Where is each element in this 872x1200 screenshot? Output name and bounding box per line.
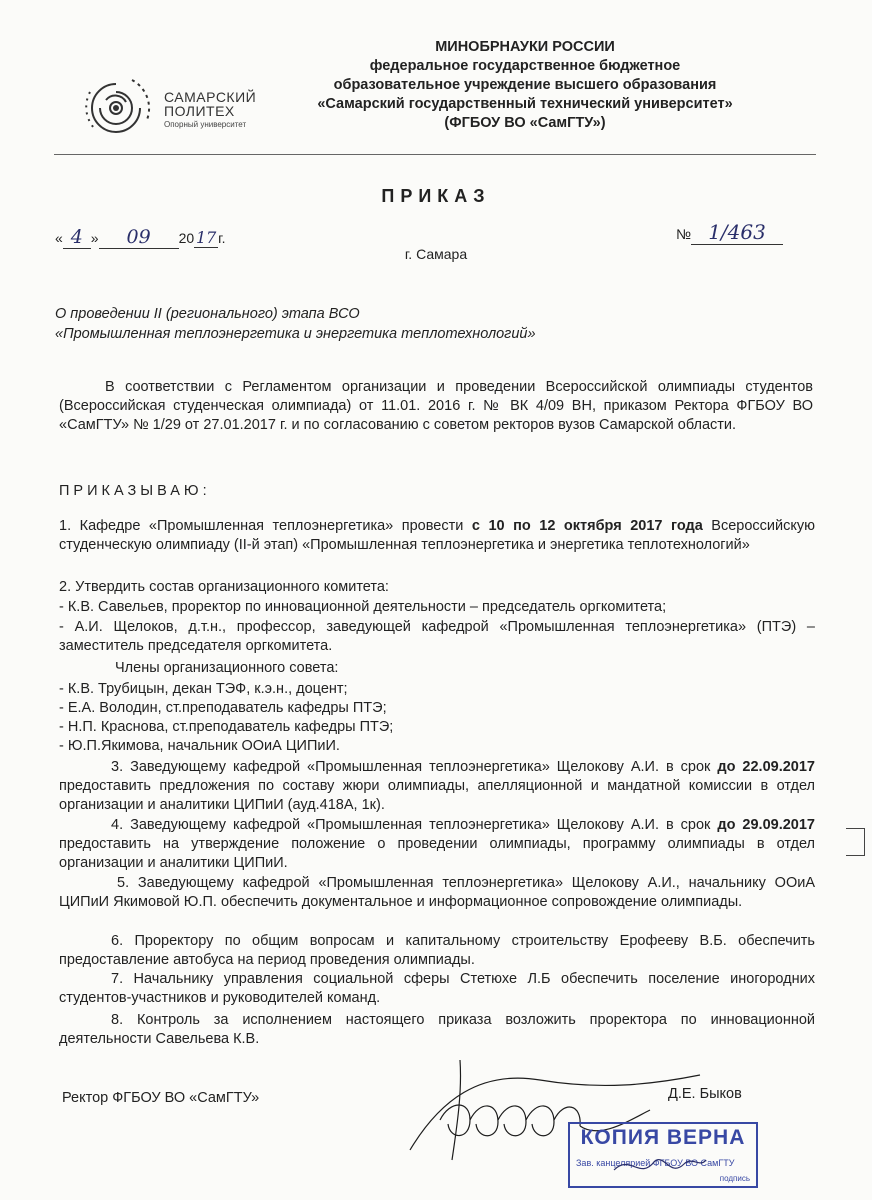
university-name: «Самарский государственный технический университет» [317,96,733,112]
date-quote-open: « [55,230,63,246]
stamp-signature-label: подпись [719,1174,750,1183]
date-year-mark: г. [218,230,226,246]
item-4-text-2: предоставить на утверждение положение о проведении олимпиады, программу олимпиады в отдел организации и аналитики ЦИПиИ. [59,836,815,871]
item-1-dates: с 10 по 12 октября 2017 года [471,518,703,534]
item-3 [59,758,815,815]
date-year-suffix: 17 [195,228,217,247]
preamble: В соответствии с Регламентом организации и проведении Всероссийской олимпиады студентов (Всероссийская студенческая олимпиада) от 11.01. 2016 г. № ВК 4/09 ВН, приказом Ректора ФГБОУ ВО «СамГТУ» № 1/29 от 27.01.2017 г. и по согласованию с советом ректоров вузов Самарской области. [59,379,813,433]
item-5: 5. Заведующему кафедрой «Промышленная теплоэнергетика» Щелокову А.И., начальнику ООиА ЦИПиИ Якимовой Ю.П. обеспечить документальное и информационное сопровождение олимпиады. [59,875,815,910]
item-4 [59,816,815,873]
item-1-text: 1. Кафедре «Промышленная теплоэнергетика» провести [59,518,472,534]
signatory-position: Ректор ФГБОУ ВО «СамГТУ» [62,1090,260,1106]
number-value: 1/463 [691,220,783,245]
date-day: 4 [63,226,91,249]
item-1-text-2: Всероссийскую студенческую олимпиаду (II-й этап) «Промышленная теплоэнергетика и энергетика теплотехнологий» [59,518,815,553]
university-logo [80,70,280,150]
orbit-logo-icon [80,70,160,150]
ministry-line: МИНОБРНАУКИ РОССИИ [435,39,615,55]
item-4-text: 4. Заведующему кафедрой «Промышленная теплоэнергетика» Щелокову А.И. в срок [111,817,718,833]
subject-line-1: О проведении II (регионального) этапа ВСО [55,306,360,322]
date-quote-close: » [90,230,99,246]
order-word: ПРИКАЗЫВАЮ: [59,483,211,499]
item-3-text-2: предоставить предложения по составу жюри олимпиады, апелляционной и мандатной комиссии в отдел организации и аналитики ЦИПиИ (ауд.418А, 1к). [59,778,815,813]
signatory-name: Д.Е. Быков [668,1086,742,1102]
item-8: 8. Контроль за исполнением настоящего приказа возложить проректора по инновационной деятельности Савельева К.В. [59,1012,815,1047]
item-3-text: 3. Заведующему кафедрой «Промышленная теплоэнергетика» Щелокову А.И. в срок [111,759,718,775]
date-month: 09 [99,226,179,249]
date-year-prefix: 20 [178,230,195,246]
header-divider [54,154,816,155]
document-title: ПРИКАЗ [381,186,491,206]
subject-line-2: «Промышленная теплоэнергетика и энергетика теплотехнологий» [55,326,536,342]
city: г. Самара [404,246,468,262]
logo-subtitle: Опорный университет [164,120,247,129]
council-member-1: - К.В. Трубицын, декан ТЭФ, к.э.н., доцент; [59,681,348,697]
item-1 [59,517,815,555]
committee-member-2: - А.И. Щелоков, д.т.н., профессор, заведующей кафедрой «Промышленная теплоэнергетика» (ПТЭ) – заместитель председателя оргкомитета. [59,619,815,654]
copy-certified-stamp [568,1122,758,1188]
council-member-2: - Е.А. Володин, ст.преподаватель кафедры ПТЭ; [59,700,387,716]
order-subject [55,304,536,344]
org-type-line: федеральное государственное бюджетное [369,58,681,74]
council-heading: Члены организационного совета: [115,660,339,676]
committee-member-1: - К.В. Савельев, проректор по инновационной деятельности – председатель оргкомитета; [59,599,667,615]
item-4-deadline: до 29.09.2017 [717,817,815,833]
stamp-main-text: КОПИЯ ВЕРНА [580,1126,746,1149]
item-7: 7. Начальнику управления социальной сферы Стетюхе Л.Б обеспечить поселение иногородних студентов-участников и руководителей команд. [59,971,815,1006]
binder-edge-mark [846,828,865,856]
org-type-line-2: образовательное учреждение высшего образования [333,77,717,93]
item-3-deadline: до 22.09.2017 [717,759,815,775]
university-abbr: (ФГБОУ ВО «СамГТУ») [444,115,606,131]
council-member-4: - Ю.П.Якимова, начальник ООиА ЦИПиИ. [59,738,340,754]
order-number [676,220,783,245]
number-sign: № [676,226,692,242]
organization-header [290,38,760,133]
item-2: 2. Утвердить состав организационного комитета: [59,579,389,595]
council-member-3: - Н.П. Краснова, ст.преподаватель кафедры ПТЭ; [59,719,394,735]
logo-name: САМАРСКИЙ ПОЛИТЕХ [164,89,257,119]
stamp-signature [610,1150,710,1184]
stamp-position-text: Зав. канцелярией ФГБОУ ВО СамГТУ [576,1158,735,1168]
item-6: 6. Проректору по общим вопросам и капитальному строительству Ерофееву В.Б. обеспечить предоставление автобуса на период проведения олимпиады. [59,933,815,968]
